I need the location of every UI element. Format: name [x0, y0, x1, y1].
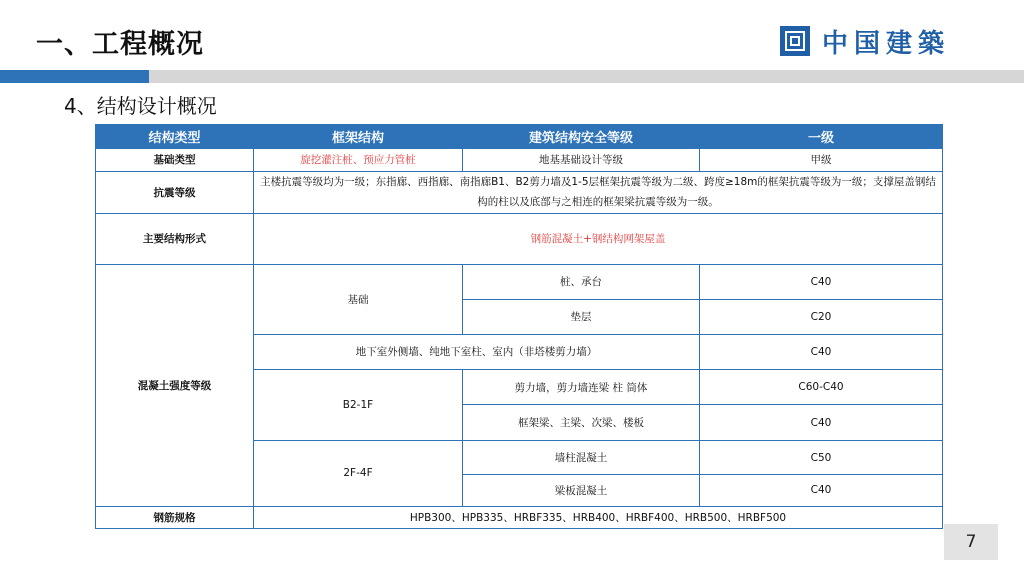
header-cell: 建筑结构安全等级: [463, 125, 700, 149]
row-label: 混凝土强度等级: [96, 264, 254, 506]
header-accent-bar: [0, 70, 149, 83]
company-logo: [780, 24, 950, 58]
cell-value: C40: [700, 475, 943, 506]
table-row: [96, 506, 943, 528]
cell-value: C60-C40: [700, 370, 943, 405]
header-divider-bar: [149, 70, 1024, 83]
cell-value: 地下室外侧墙、纯地下室柱、室内（非塔楼剪力墙）: [254, 334, 700, 369]
cell-value: 旋挖灌注桩、预应力管桩: [254, 149, 463, 171]
section-subtitle: 4、结构设计概况: [64, 94, 217, 118]
cell-value: 墙柱混凝土: [463, 440, 700, 474]
cell-value: 框架梁、主梁、次梁、楼板: [463, 405, 700, 440]
table-row: [96, 171, 943, 214]
cell-value: C40: [700, 334, 943, 369]
cell-value: B2-1F: [254, 370, 463, 441]
cell-value: 桩、承台: [463, 264, 700, 299]
cell-value: C50: [700, 440, 943, 474]
cell-value: HPB300、HPB335、HRBF335、HRB400、HRBF400、HRB500、HRBF500: [254, 506, 943, 528]
cell-value: C20: [700, 300, 943, 334]
row-label: 钢筋规格: [96, 506, 254, 528]
cell-value: C40: [700, 264, 943, 299]
header-cell: 结构类型: [96, 125, 254, 149]
cell-value: 梁板混凝土: [463, 475, 700, 506]
cell-value: 地基基础设计等级: [463, 149, 700, 171]
table-row: [96, 214, 943, 265]
cell-value: 2F-4F: [254, 440, 463, 506]
cell-value: 基础: [254, 264, 463, 334]
row-label: 主要结构形式: [96, 214, 254, 265]
row-label: 基础类型: [96, 149, 254, 171]
cell-value: 垫层: [463, 300, 700, 334]
cell-value: 主楼抗震等级均为一级；东指廊、西指廊、南指廊B1、B2剪力墙及1-5层框架抗震等级为二级、跨度≥18m的框架抗震等级为一级；支撑屋盖钢结构的柱以及底部与之相连的框架梁抗震等级为一级。: [254, 171, 943, 214]
header-cell: 一级: [700, 125, 943, 149]
cell-value: 钢筋混凝土+钢结构网架屋盖: [254, 214, 943, 265]
table-header-row: [96, 125, 943, 149]
page-number: 7: [944, 524, 998, 560]
cell-value: 甲级: [700, 149, 943, 171]
table-row: [96, 149, 943, 171]
header-cell: 框架结构: [254, 125, 463, 149]
row-label: 抗震等级: [96, 171, 254, 214]
structure-design-table: [95, 124, 943, 529]
table-row: [96, 264, 943, 299]
cscec-logo-icon: [780, 26, 810, 56]
cell-value: C40: [700, 405, 943, 440]
cell-value: 剪力墙，剪力墙连梁 柱 筒体: [463, 370, 700, 405]
slide-title: 一、工程概况: [36, 29, 204, 60]
logo-text: 中国建築: [822, 28, 951, 59]
